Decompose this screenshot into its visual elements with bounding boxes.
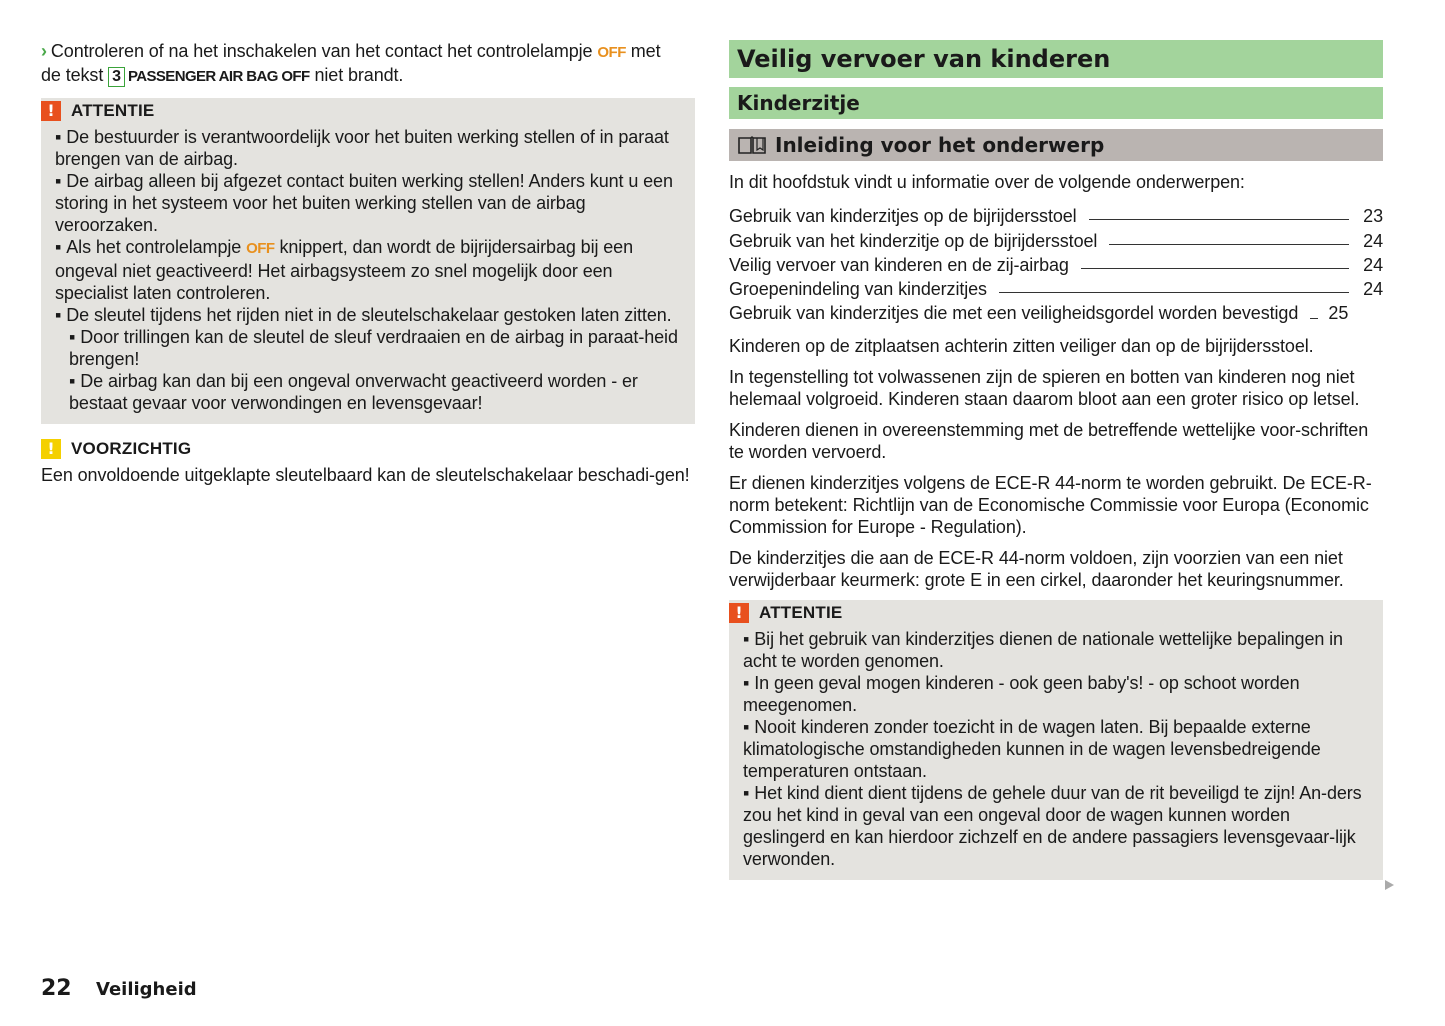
book-icon: [737, 135, 767, 155]
notice-item: ▪ Als het controlelampje OFF knippert, dan wordt de bijrijdersairbag bij een ongeval niet geactiveerd! Het airbagsysteem zo snel mogelijk door een specialist laten controleren.: [55, 236, 681, 304]
notice-item: ▪ Nooit kinderen zonder toezicht in de wagen laten. Bij bepaalde externe klimatologische omstandigheden kunnen in de wagen levensbedreigende temperaturen ontstaan.: [743, 716, 1369, 782]
attentie-notice: [729, 600, 1383, 880]
notice-item: ▪ De bestuurder is verantwoordelijk voor het buiten werking stellen of in paraat brengen van de airbag.: [55, 126, 681, 170]
left-column: [41, 40, 695, 486]
notice-title: ATTENTIE: [71, 101, 155, 120]
toc-leader: [1310, 318, 1318, 319]
toc-leader: [999, 292, 1349, 293]
display-number-box: 3: [108, 67, 125, 87]
toc-entry[interactable]: Groepenindeling van kinderzitjes 24: [729, 279, 1383, 300]
paragraph: Kinderen op de zitplaatsen achterin zitten veiliger dan op de bijrijdersstoel.: [729, 336, 1314, 357]
topic-heading: [729, 129, 1383, 161]
attentie-notice: [41, 98, 695, 424]
page-number: 22: [41, 976, 72, 1001]
section-name: Veiligheid: [96, 979, 197, 1000]
notice-body: [41, 126, 695, 414]
caution-icon: !: [41, 439, 61, 459]
section-heading: Kinderzitje: [729, 87, 1383, 119]
off-indicator: OFF: [597, 44, 626, 61]
paragraph: In tegenstelling tot volwassenen zijn de spieren en botten van kinderen nog niet helemaal volgroeid. Kinderen staan daarom bloot aan een groter risico op letsel.: [729, 367, 1360, 410]
notice-header: [41, 438, 695, 460]
topic-heading-label: Inleiding voor het onderwerp: [775, 133, 1105, 157]
toc-leader: [1109, 244, 1349, 245]
display-text: PASSENGER AIR BAG OFF: [127, 68, 310, 85]
notice-body: Een onvoldoende uitgeklapte sleutelbaard kan de sleutelschakelaar beschadi-gen!: [41, 465, 690, 485]
notice-item: ▪ In geen geval mogen kinderen - ook geen baby's! - op schoot worden meegenomen.: [743, 672, 1369, 716]
notice-title: ATTENTIE: [759, 603, 843, 623]
notice-item: ▪ Het kind dient dient tijdens de gehele duur van de rit beveiligd te zijn! An-ders zou het kind in geval van een ongeval door de wagen kunnen worden geslingerd en kan hierdoor zichzelf en de andere passagiers levensgevaar-lijk verwonden.: [743, 782, 1369, 870]
notice-subitem: ▪ De airbag kan dan bij een ongeval onverwacht geactiveerd worden - er bestaat gevaar voor verwondingen en levensgevaar!: [55, 370, 681, 414]
page-footer: [41, 976, 197, 1001]
step-arrow-icon: ›: [41, 41, 47, 61]
toc-leader: [1081, 268, 1349, 269]
toc-intro: In dit hoofdstuk vindt u informatie over de volgende onderwerpen:: [729, 172, 1245, 192]
toc-entry[interactable]: Gebruik van kinderzitjes die met een veiligheidsgordel worden bevestigd 25: [729, 303, 1349, 324]
notice-item: ▪ De sleutel tijdens het rijden niet in de sleutelschakelaar gestoken laten zitten.: [55, 304, 681, 326]
paragraph: Er dienen kinderzitjes volgens de ECE-R 44-norm te worden gebruikt. De ECE-R-norm betekent: Richtlijn van de Economische Commissie voor Europa (Economic Commission for Europe - Regulation).: [729, 473, 1372, 538]
toc-entry[interactable]: Veilig vervoer van kinderen en de zij-airbag 24: [729, 254, 1383, 275]
notice-item: ▪ Bij het gebruik van kinderzitjes dienen de nationale wettelijke bepalingen in acht te worden genomen.: [743, 628, 1369, 672]
notice-title: VOORZICHTIG: [71, 439, 192, 458]
off-indicator: OFF: [246, 240, 275, 257]
warning-icon: !: [41, 101, 61, 121]
intro-step: › Controleren of na het inschakelen van het contact het controlelampje OFF met de tekst 3 PASSENGER AIR BAG OFF niet brandt.: [41, 41, 661, 85]
right-column: [729, 40, 1383, 880]
notice-item: ▪ De airbag alleen bij afgezet contact buiten werking stellen! Anders kunt u een storing in het systeem voor het buiten werking stellen van de airbag veroorzaken.: [55, 170, 681, 236]
paragraph: De kinderzitjes die aan de ECE-R 44-norm voldoen, zijn voorzien van een niet verwijderbaar keurmerk: grote E in een cirkel, daaronder het keuringsnummer.: [729, 548, 1344, 591]
notice-header: [41, 100, 695, 122]
chapter-heading: Veilig vervoer van kinderen: [729, 40, 1383, 78]
paragraph: Kinderen dienen in overeenstemming met de betreffende wettelijke voor-schriften te worden vervoerd.: [729, 420, 1369, 463]
continue-arrow-icon: [1385, 880, 1394, 890]
toc-entry[interactable]: Gebruik van het kinderzitje op de bijrijdersstoel 24: [729, 230, 1383, 251]
toc-leader: [1089, 219, 1349, 220]
notice-header: [729, 602, 1383, 624]
warning-icon: !: [729, 603, 749, 623]
voorzichtig-notice: [41, 424, 695, 486]
toc-entry[interactable]: Gebruik van kinderzitjes op de bijrijdersstoel 23: [729, 206, 1383, 227]
notice-body: [729, 628, 1383, 870]
notice-subitem: ▪ Door trillingen kan de sleutel de sleuf verdraaien en de airbag in paraat-heid brengen!: [55, 326, 681, 370]
table-of-contents: [729, 203, 1383, 324]
